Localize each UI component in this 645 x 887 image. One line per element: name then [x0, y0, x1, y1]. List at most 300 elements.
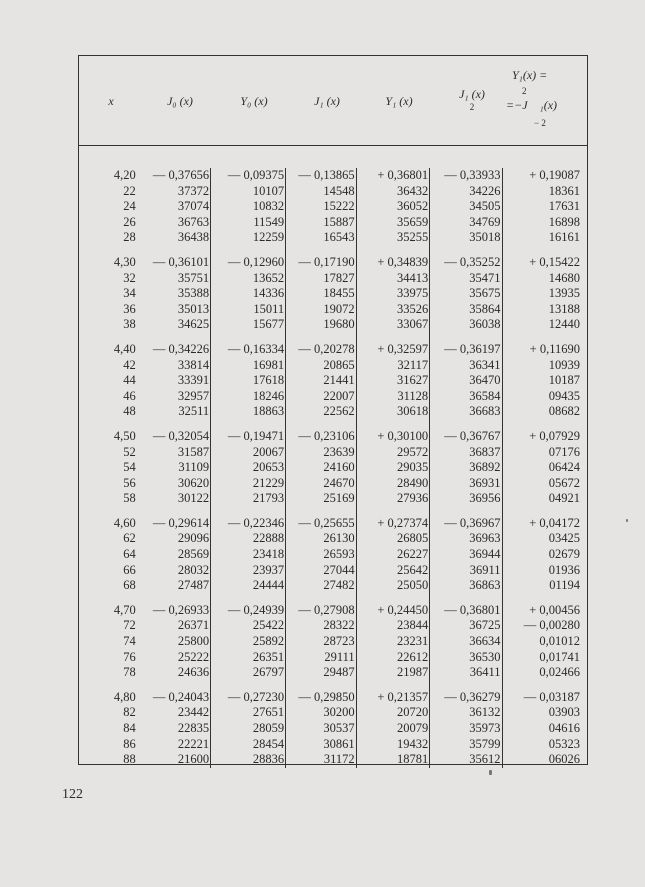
- cell-j1: 15887: [286, 215, 357, 231]
- gap-cell: [356, 333, 430, 342]
- cell-j-half: 36944: [430, 547, 502, 563]
- cell-y1: 19432: [356, 737, 430, 753]
- cell-j0: 25800: [140, 634, 211, 650]
- cell-y-half: 14680: [548, 270, 580, 285]
- cell-y0: — 0,16334: [211, 342, 286, 358]
- cell-j0: — 0,24043: [140, 690, 211, 706]
- cell-j0: 22221: [140, 737, 211, 753]
- cell-j1: 26593: [286, 547, 357, 563]
- cell-j1: 24160: [286, 460, 357, 476]
- cell-j-half: 36584: [430, 389, 502, 405]
- gap-cell: [430, 594, 502, 603]
- cell-j-half: 36837: [430, 445, 502, 461]
- cell-x: 66: [123, 562, 136, 577]
- cell-j-half: 36956: [430, 491, 502, 507]
- cell-j0: 26371: [140, 618, 211, 634]
- cell-y0: 20067: [211, 445, 286, 461]
- header-rule: [78, 145, 588, 146]
- cell-x: 22: [123, 183, 136, 198]
- gap-cell: [430, 681, 502, 690]
- cell-x: 4,80: [113, 689, 136, 704]
- cell-j0: 25222: [140, 650, 211, 666]
- cell-j0: 35013: [140, 302, 211, 318]
- gap-cell: [502, 681, 588, 690]
- cell-y-half: 08682: [548, 404, 580, 419]
- cell-j-half: 34769: [430, 215, 502, 231]
- gap-cell: [286, 333, 357, 342]
- bessel-table: [78, 168, 588, 768]
- header-y-half-line2: =−J ₁(x): [506, 98, 558, 112]
- cell-j-half: — 0,35252: [430, 255, 502, 271]
- gap-cell: [140, 507, 211, 516]
- cell-y0: 14336: [211, 286, 286, 302]
- cell-y0: 21793: [211, 491, 286, 507]
- table-row: [78, 460, 588, 476]
- cell-x: 64: [123, 547, 136, 562]
- cell-j0: 24636: [140, 665, 211, 681]
- table-row: [78, 634, 588, 650]
- cell-j1: 15222: [286, 199, 357, 215]
- cell-y0: 21229: [211, 476, 286, 492]
- table-row: [78, 721, 588, 737]
- cell-x: 58: [123, 491, 136, 506]
- cell-j-half: 36963: [430, 531, 502, 547]
- cell-x: 62: [123, 531, 136, 546]
- cell-j0: — 0,26933: [140, 603, 211, 619]
- gap-cell: [211, 507, 286, 516]
- cell-j-half: 35799: [430, 737, 502, 753]
- cell-y0: 15011: [211, 302, 286, 318]
- gap-cell: [286, 246, 357, 255]
- header-y0: Y₀ (x): [240, 93, 268, 108]
- cell-j1: 25169: [286, 491, 357, 507]
- cell-y-half: + 0,11690: [529, 341, 580, 356]
- cell-x: 74: [123, 634, 136, 649]
- table-row: [78, 603, 588, 619]
- table-row: [78, 547, 588, 563]
- cell-y1: 26805: [356, 531, 430, 547]
- cell-j0: 32511: [140, 404, 211, 420]
- cell-y0: 26797: [211, 665, 286, 681]
- cell-x: 48: [123, 404, 136, 419]
- gap-cell: [78, 246, 140, 255]
- header-y-half-line1: Y₁(x) =: [512, 68, 548, 82]
- gap-cell: [502, 246, 588, 255]
- gap-cell: [502, 594, 588, 603]
- cell-j0: — 0,34226: [140, 342, 211, 358]
- gap-cell: [286, 420, 357, 429]
- gap-cell: [502, 333, 588, 342]
- cell-j0: — 0,36101: [140, 255, 211, 271]
- cell-y1: 34413: [356, 271, 430, 287]
- gap-cell: [356, 507, 430, 516]
- cell-y-half: 0,01741: [539, 649, 580, 664]
- cell-y1: 32117: [356, 358, 430, 374]
- cell-j1: 30537: [286, 721, 357, 737]
- cell-y1: 33975: [356, 286, 430, 302]
- gap-cell: [356, 420, 430, 429]
- gap-cell: [430, 333, 502, 342]
- cell-y0: 25892: [211, 634, 286, 650]
- cell-y-half: + 0,19087: [529, 168, 580, 182]
- cell-y1: 22612: [356, 650, 430, 666]
- cell-j0: — 0,29614: [140, 516, 211, 532]
- gap-cell: [356, 594, 430, 603]
- cell-x: 4,70: [113, 602, 136, 617]
- cell-y1: 20720: [356, 705, 430, 721]
- gap-cell: [430, 246, 502, 255]
- cell-j-half: 36470: [430, 373, 502, 389]
- cell-j-half: — 0,33933: [430, 168, 502, 184]
- table-row: [78, 373, 588, 389]
- group-gap: [78, 594, 588, 603]
- cell-y-half: 03425: [548, 531, 580, 546]
- table-row: [78, 168, 588, 184]
- cell-y-half: 13188: [548, 301, 580, 316]
- cell-j1: 28723: [286, 634, 357, 650]
- header-j1: J₁ (x): [314, 93, 340, 108]
- cell-y1: 23231: [356, 634, 430, 650]
- cell-y0: — 0,19471: [211, 429, 286, 445]
- gap-cell: [78, 681, 140, 690]
- cell-y-half: — 0,00280: [523, 618, 580, 633]
- gap-cell: [78, 507, 140, 516]
- gap-cell: [286, 594, 357, 603]
- cell-y0: 23418: [211, 547, 286, 563]
- cell-x: 4,20: [113, 168, 136, 182]
- cell-y1: 25050: [356, 578, 430, 594]
- cell-j0: 21600: [140, 752, 211, 768]
- cell-y-half: 01194: [549, 578, 580, 593]
- gap-cell: [502, 507, 588, 516]
- gap-cell: [140, 681, 211, 690]
- cell-y-half: 06424: [548, 460, 580, 475]
- cell-j1: 17827: [286, 271, 357, 287]
- cell-x: 82: [123, 705, 136, 720]
- cell-y1: + 0,34839: [356, 255, 430, 271]
- cell-y0: 22888: [211, 531, 286, 547]
- cell-y-half: 17631: [548, 199, 580, 214]
- table-row: [78, 199, 588, 215]
- cell-y1: + 0,30100: [356, 429, 430, 445]
- table-row: [78, 752, 588, 768]
- cell-x: 72: [123, 618, 136, 633]
- cell-x: 46: [123, 388, 136, 403]
- cell-j-half: 36132: [430, 705, 502, 721]
- cell-y1: + 0,24450: [356, 603, 430, 619]
- table-row: [78, 271, 588, 287]
- header-x: x: [108, 93, 114, 108]
- cell-y1: + 0,32597: [356, 342, 430, 358]
- cell-j1: 16543: [286, 230, 357, 246]
- cell-j0: 34625: [140, 317, 211, 333]
- gap-cell: [430, 420, 502, 429]
- header-y-half: [500, 60, 588, 142]
- cell-x: 36: [123, 301, 136, 316]
- cell-j0: 37372: [140, 184, 211, 200]
- cell-j0: 22835: [140, 721, 211, 737]
- cell-y1: 30618: [356, 404, 430, 420]
- cell-j1: 31172: [286, 752, 357, 768]
- cell-y1: + 0,36801: [356, 168, 430, 184]
- cell-y-half: + 0,15422: [529, 254, 580, 269]
- header-j-half: [436, 60, 508, 142]
- cell-y0: 12259: [211, 230, 286, 246]
- cell-y-half: — 0,03187: [523, 689, 580, 704]
- cell-y0: 28454: [211, 737, 286, 753]
- cell-j0: 36438: [140, 230, 211, 246]
- table-row: [78, 516, 588, 532]
- cell-y0: — 0,12960: [211, 255, 286, 271]
- cell-y-half: 03903: [548, 705, 580, 720]
- table-row: [78, 650, 588, 666]
- gap-cell: [78, 594, 140, 603]
- page-number: 122: [62, 787, 83, 802]
- cell-y0: 28836: [211, 752, 286, 768]
- cell-y0: 24444: [211, 578, 286, 594]
- cell-y1: 20079: [356, 721, 430, 737]
- cell-j-half: 36911: [430, 563, 502, 579]
- group-gap: [78, 246, 588, 255]
- cell-j1: 22562: [286, 404, 357, 420]
- cell-j-half: 35973: [430, 721, 502, 737]
- cell-y1: 35255: [356, 230, 430, 246]
- table-row: [78, 429, 588, 445]
- cell-j1: 19072: [286, 302, 357, 318]
- cell-y0: 20653: [211, 460, 286, 476]
- cell-j1: — 0,20278: [286, 342, 357, 358]
- cell-j-half: 35612: [430, 752, 502, 768]
- cell-y-half: 13935: [548, 286, 580, 301]
- cell-y-half: 04921: [548, 491, 580, 506]
- cell-x: 4,30: [113, 254, 136, 269]
- table-row: [78, 389, 588, 405]
- gap-cell: [211, 594, 286, 603]
- cell-j1: 29111: [286, 650, 357, 666]
- cell-y0: 18863: [211, 404, 286, 420]
- table-row: [78, 342, 588, 358]
- cell-y-half: 18361: [548, 183, 580, 198]
- cell-j1: 24670: [286, 476, 357, 492]
- cell-j0: 28032: [140, 563, 211, 579]
- cell-x: 54: [123, 460, 136, 475]
- cell-j-half: — 0,36767: [430, 429, 502, 445]
- cell-y1: 26227: [356, 547, 430, 563]
- cell-j1: 21441: [286, 373, 357, 389]
- cell-j0: 33391: [140, 373, 211, 389]
- cell-y0: 17618: [211, 373, 286, 389]
- gap-cell: [211, 246, 286, 255]
- gap-cell: [286, 507, 357, 516]
- header-y-half-line3: − 2: [534, 118, 546, 128]
- cell-j1: — 0,29850: [286, 690, 357, 706]
- gap-cell: [140, 594, 211, 603]
- cell-y0: — 0,09375: [211, 168, 286, 184]
- cell-j0: 37074: [140, 199, 211, 215]
- cell-y-half: 0,02466: [539, 665, 580, 680]
- table-row: [78, 445, 588, 461]
- cell-j-half: 34505: [430, 199, 502, 215]
- cell-j1: — 0,13865: [286, 168, 357, 184]
- cell-y-half: 12440: [548, 317, 580, 332]
- cell-j-half: 36683: [430, 404, 502, 420]
- cell-j0: 32957: [140, 389, 211, 405]
- cell-y0: 28059: [211, 721, 286, 737]
- cell-j1: 19680: [286, 317, 357, 333]
- cell-j0: 31587: [140, 445, 211, 461]
- table-row: [78, 705, 588, 721]
- cell-j1: 14548: [286, 184, 357, 200]
- table-row: [78, 618, 588, 634]
- cell-y-half: 10939: [548, 357, 580, 372]
- cell-y1: 28490: [356, 476, 430, 492]
- cell-j1: 22007: [286, 389, 357, 405]
- gap-cell: [140, 333, 211, 342]
- gap-cell: [211, 681, 286, 690]
- cell-y1: 29572: [356, 445, 430, 461]
- cell-y-half: 04616: [548, 721, 580, 735]
- cell-j-half: 34226: [430, 184, 502, 200]
- cell-x: 4,50: [113, 428, 136, 443]
- cell-x: 24: [123, 199, 136, 214]
- cell-j-half: 36634: [430, 634, 502, 650]
- header-y1: Y₁ (x): [385, 93, 413, 108]
- cell-j-half: — 0,36801: [430, 603, 502, 619]
- cell-y1: + 0,21357: [356, 690, 430, 706]
- cell-j0: — 0,37656: [140, 168, 211, 184]
- table-row: [78, 563, 588, 579]
- table-body: [78, 168, 588, 768]
- cell-j0: 29096: [140, 531, 211, 547]
- table-row: [78, 578, 588, 594]
- cell-j0: 35751: [140, 271, 211, 287]
- cell-j-half: 35864: [430, 302, 502, 318]
- cell-x: 68: [123, 578, 136, 593]
- table-row: [78, 317, 588, 333]
- cell-x: 28: [123, 230, 136, 245]
- cell-j-half: 36931: [430, 476, 502, 492]
- table-row: [78, 286, 588, 302]
- cell-y-half: 07176: [548, 444, 580, 459]
- cell-j-half: 36411: [430, 665, 502, 681]
- cell-y1: 33067: [356, 317, 430, 333]
- gap-cell: [211, 420, 286, 429]
- gap-cell: [78, 333, 140, 342]
- cell-j-half: 36530: [430, 650, 502, 666]
- gap-cell: [211, 333, 286, 342]
- ink-speck: [626, 519, 628, 522]
- gap-cell: [78, 420, 140, 429]
- cell-y1: 33526: [356, 302, 430, 318]
- cell-j1: 28322: [286, 618, 357, 634]
- cell-j1: 26130: [286, 531, 357, 547]
- cell-j-half: 36725: [430, 618, 502, 634]
- cell-j-half: 36863: [430, 578, 502, 594]
- cell-y-half: + 0,04172: [529, 515, 580, 530]
- cell-x: 56: [123, 475, 136, 490]
- cell-y-half: 10187: [548, 373, 580, 388]
- cell-y0: 13652: [211, 271, 286, 287]
- cell-j0: — 0,32054: [140, 429, 211, 445]
- cell-j-half: 35471: [430, 271, 502, 287]
- cell-y-half: 09435: [548, 388, 580, 403]
- cell-j-half: — 0,36279: [430, 690, 502, 706]
- cell-j1: 27482: [286, 578, 357, 594]
- cell-x: 34: [123, 286, 136, 301]
- cell-y0: 18246: [211, 389, 286, 405]
- cell-j-half: 36038: [430, 317, 502, 333]
- cell-j1: 23639: [286, 445, 357, 461]
- cell-j1: 27044: [286, 563, 357, 579]
- cell-y0: 15677: [211, 317, 286, 333]
- cell-j-half: — 0,36967: [430, 516, 502, 532]
- cell-j0: 28569: [140, 547, 211, 563]
- gap-cell: [140, 246, 211, 255]
- cell-j1: 30861: [286, 737, 357, 753]
- cell-y1: 31128: [356, 389, 430, 405]
- header-y-half-bar: 2: [522, 86, 527, 96]
- cell-j0: 35388: [140, 286, 211, 302]
- table-row: [78, 491, 588, 507]
- group-gap: [78, 507, 588, 516]
- table-row: [78, 690, 588, 706]
- table-row: [78, 255, 588, 271]
- cell-j1: 18455: [286, 286, 357, 302]
- cell-j-half: — 0,36197: [430, 342, 502, 358]
- cell-j0: 30620: [140, 476, 211, 492]
- table-row: [78, 358, 588, 374]
- cell-y0: 27651: [211, 705, 286, 721]
- gap-cell: [286, 681, 357, 690]
- cell-j0: 33814: [140, 358, 211, 374]
- cell-j1: — 0,23106: [286, 429, 357, 445]
- cell-y-half: 05672: [548, 475, 580, 490]
- gap-cell: [502, 420, 588, 429]
- cell-y1: 21987: [356, 665, 430, 681]
- cell-y0: 10107: [211, 184, 286, 200]
- cell-j0: 30122: [140, 491, 211, 507]
- cell-j-half: 36341: [430, 358, 502, 374]
- cell-y-half: 05323: [548, 736, 580, 751]
- group-gap: [78, 681, 588, 690]
- cell-j1: 29487: [286, 665, 357, 681]
- cell-x: 88: [123, 752, 136, 767]
- cell-y-half: 0,01012: [539, 634, 580, 649]
- cell-y-half: + 0,00456: [529, 602, 580, 617]
- cell-j1: — 0,27908: [286, 603, 357, 619]
- gap-cell: [140, 420, 211, 429]
- cell-x: 84: [123, 721, 136, 735]
- cell-y0: 25422: [211, 618, 286, 634]
- cell-y1: 36052: [356, 199, 430, 215]
- cell-y1: 36432: [356, 184, 430, 200]
- cell-y0: 16981: [211, 358, 286, 374]
- cell-y1: + 0,27374: [356, 516, 430, 532]
- cell-x: 26: [123, 214, 136, 229]
- cell-y0: 26351: [211, 650, 286, 666]
- table-row: [78, 215, 588, 231]
- cell-j1: 30200: [286, 705, 357, 721]
- cell-x: 44: [123, 373, 136, 388]
- table-row: [78, 665, 588, 681]
- cell-y1: 31627: [356, 373, 430, 389]
- cell-y1: 27936: [356, 491, 430, 507]
- cell-y-half: + 0,07929: [529, 428, 580, 443]
- cell-x: 32: [123, 270, 136, 285]
- cell-j-half: 36892: [430, 460, 502, 476]
- cell-j1: — 0,17190: [286, 255, 357, 271]
- table-row: [78, 230, 588, 246]
